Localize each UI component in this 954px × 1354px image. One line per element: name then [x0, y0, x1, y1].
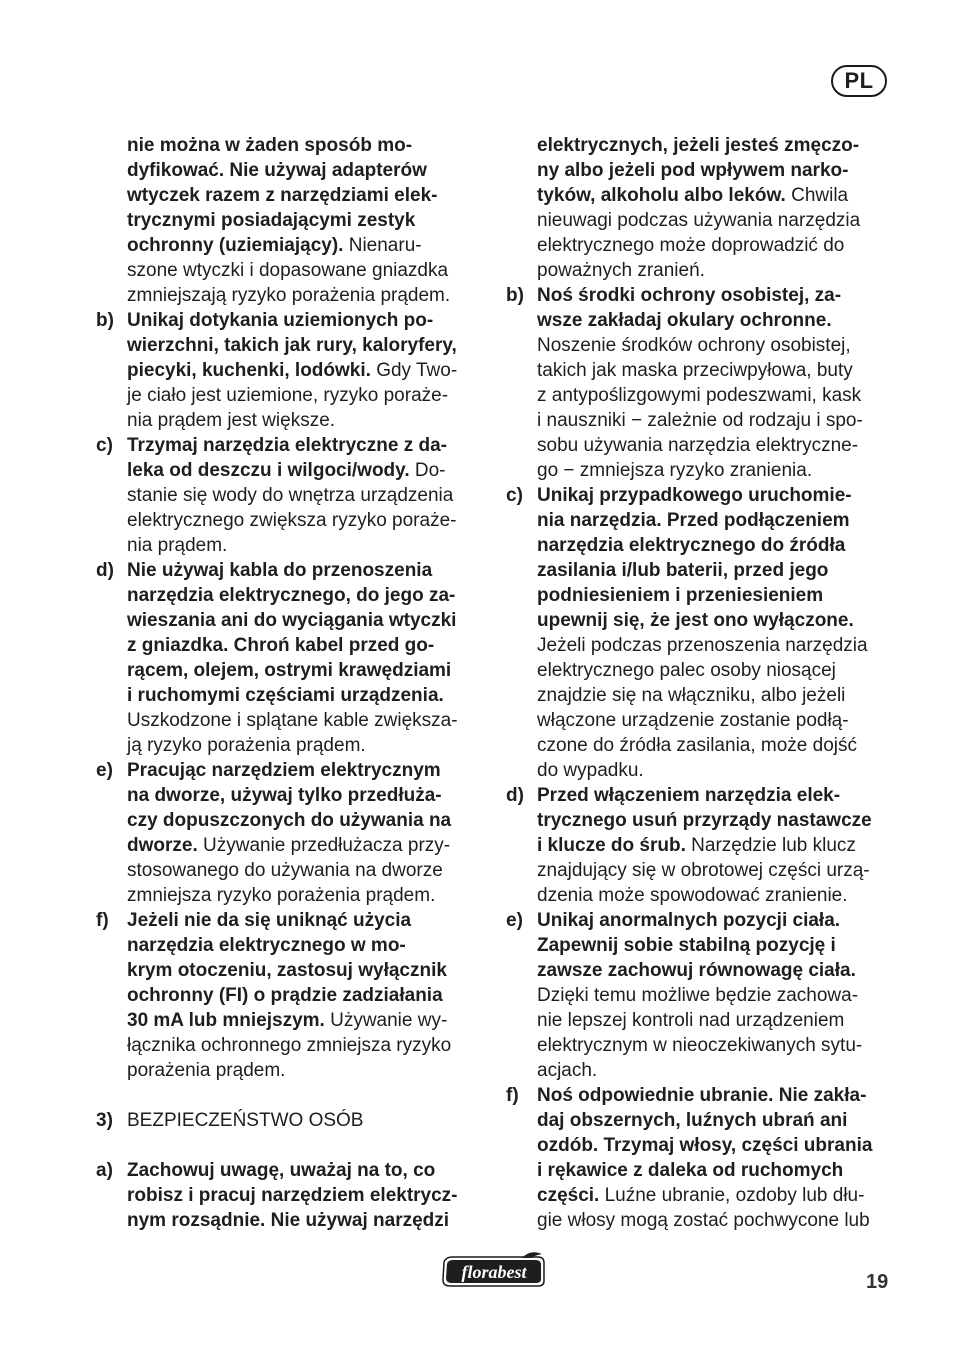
section-title: BEZPIECZEŃSTWO OSÓB	[127, 1110, 364, 1131]
body-text: Używanie wy-	[324, 1010, 448, 1031]
text-line: Zachowuj uwagę, uważaj na to, co	[127, 1160, 436, 1181]
text-line: narzędzia elektrycznego w mo-	[127, 935, 406, 956]
item-marker: d)	[506, 785, 524, 806]
florabest-logo	[438, 1252, 550, 1288]
item-marker: c)	[506, 485, 523, 506]
text-line: elektrycznego palec osoby niosącej	[537, 660, 836, 681]
body-text: Gdy Two-	[370, 360, 458, 381]
text-line: i nauszniki − zależnie od rodzaju i spo-	[537, 410, 863, 431]
text-line	[537, 1183, 898, 1208]
text-line: nia narzędzia. Przed podłączeniem	[537, 510, 850, 531]
text-line: włączone urządzenie zostanie podłą-	[537, 710, 849, 731]
text-line: zawsze zachowuj równowagę ciała.	[537, 960, 856, 981]
section-item-list	[96, 1158, 481, 1233]
text-line: je ciało jest uziemione, ryzyko poraże-	[127, 385, 449, 406]
body-text: Nienaru-	[343, 235, 422, 256]
text-line: czone do źródła zasilania, może dojść	[537, 735, 858, 756]
text-line: wtyczek razem z narzędziami elek-	[127, 185, 438, 206]
item-marker: f)	[96, 910, 109, 931]
list-item	[506, 908, 898, 1083]
text-line: trycznymi posiadającymi zestyk	[127, 210, 416, 231]
text-line: stosowanego do używania na dworze	[127, 860, 443, 881]
text-line: na dworze, używaj tylko przedłuża-	[127, 785, 442, 806]
text-line: stanie się wody do wnętrza urządzenia	[127, 485, 454, 506]
text-line: narzędzia elektrycznego do źródła	[537, 535, 846, 556]
text-line: Zapewnij sobie stabilną pozycję i	[537, 935, 836, 956]
text-line: łącznika ochronnego zmniejsza ryzyko	[127, 1035, 452, 1056]
text-line: Dzięki temu możliwe będzie zachowa-	[537, 985, 859, 1006]
list-item	[96, 1158, 481, 1233]
list-item	[96, 908, 481, 1083]
text-line: z antypoślizgowymi podeszwami, kask	[537, 385, 862, 406]
text-line: Trzymaj narzędzia elektryczne z da-	[127, 435, 447, 456]
text-line: znajdujący się w obrotowej części urzą-	[537, 860, 870, 881]
list-item	[506, 483, 898, 783]
body-text: Do-	[409, 460, 446, 481]
bold-text: części.	[537, 1185, 600, 1206]
text-line: nym rozsądnie. Nie używaj narzędzi	[127, 1210, 450, 1231]
section-number: 3)	[96, 1110, 113, 1131]
text-line: Unikaj przypadkowego uruchomie-	[537, 485, 852, 506]
list-item	[506, 1083, 898, 1233]
text-line: nia prądem.	[127, 535, 228, 556]
bold-text: piecyki, kuchenki, lodówki.	[127, 360, 371, 381]
text-line: nia prądem jest większe.	[127, 410, 336, 431]
item-marker: a)	[96, 1160, 113, 1181]
item-marker: e)	[96, 760, 113, 781]
text-line: Unikaj anormalnych pozycji ciała.	[537, 910, 841, 931]
text-line: Unikaj dotykania uziemionych po-	[127, 310, 434, 331]
body-text: Narzędzie lub klucz	[685, 835, 856, 856]
text-line: Jeżeli nie da się uniknąć użycia	[127, 910, 412, 931]
text-line: wsze zakładaj okulary ochronne.	[537, 310, 832, 331]
text-line: ją ryzyko porażenia prądem.	[127, 735, 366, 756]
bold-text: tyków, alkoholu albo leków.	[537, 185, 786, 206]
item-marker: b)	[506, 285, 524, 306]
text-line: znajdzie się na włączniku, albo jeżeli	[537, 685, 846, 706]
bold-text: 30 mA lub mniejszym.	[127, 1010, 325, 1031]
text-line	[537, 833, 898, 858]
text-line	[127, 458, 481, 483]
text-line	[127, 1008, 481, 1033]
list-item	[96, 758, 481, 908]
section-heading	[96, 1108, 481, 1133]
text-line: wieszania ani do wyciągania wtyczki	[127, 610, 457, 631]
text-line: rącem, olejem, ostrymi krawędziami	[127, 660, 452, 681]
item-marker: d)	[96, 560, 114, 581]
list-item	[96, 558, 481, 758]
text-line: poważnych zranień.	[537, 260, 705, 281]
text-line: z gniazdka. Chroń kabel przed go-	[127, 635, 435, 656]
text-line: daj obszernych, luźnych ubrań ani	[537, 1110, 848, 1131]
text-line: trycznego usuń przyrządy nastawcze	[537, 810, 872, 831]
list-item	[506, 783, 898, 908]
text-line: nieuwagi podczas używania narzędzia	[537, 210, 861, 231]
text-line	[127, 358, 481, 383]
page-number: 19	[866, 1271, 889, 1293]
list-item	[96, 433, 481, 558]
text-line: Uszkodzone i splątane kable zwiększa-	[127, 710, 458, 731]
list-item	[96, 308, 481, 433]
text-line: dyfikować. Nie używaj adapterów	[127, 160, 427, 181]
item-marker: c)	[96, 435, 113, 456]
text-line: ozdób. Trzymaj włosy, części ubrania	[537, 1135, 873, 1156]
text-line: nie lepszej kontroli nad urządzeniem	[537, 1010, 845, 1031]
text-line: elektrycznego może doprowadzić do	[537, 235, 845, 256]
text-line	[127, 233, 481, 258]
text-line: Nie używaj kabla do przenoszenia	[127, 560, 433, 581]
text-line: Noszenie środków ochrony osobistej,	[537, 335, 851, 356]
text-line: takich jak maska przeciwpyłowa, buty	[537, 360, 853, 381]
text-line	[127, 833, 481, 858]
list-item	[506, 283, 898, 483]
text-line: czy dopuszczonych do używania na	[127, 810, 452, 831]
right-column	[506, 133, 898, 1233]
text-line: elektrycznego zwiększa ryzyko poraże-	[127, 510, 457, 531]
text-line: Noś środki ochrony osobistej, za-	[537, 285, 842, 306]
body-text: Używanie przedłużacza przy-	[197, 835, 451, 856]
text-line: ny albo jeżeli pod wpływem narko-	[537, 160, 849, 181]
text-line: nie można w żaden sposób mo-	[127, 135, 413, 156]
text-line: acjach.	[537, 1060, 598, 1081]
left-column	[96, 133, 481, 1233]
text-line: robisz i pracuj narzędziem elektrycz-	[127, 1185, 458, 1206]
text-line: zasilania i/lub baterii, przed jego	[537, 560, 829, 581]
text-line: do wypadku.	[537, 760, 644, 781]
text-line: i rękawice z daleka od ruchomych	[537, 1160, 844, 1181]
text-line: ochronny (FI) o prądzie zadziałania	[127, 985, 443, 1006]
text-line: upewnij się, że jest ono wyłączone.	[537, 610, 854, 631]
text-line: porażenia prądem.	[127, 1060, 286, 1081]
text-line: go − zmniejsza ryzyko zranienia.	[537, 460, 813, 481]
text-line: Pracując narzędziem elektrycznym	[127, 760, 441, 781]
text-line: dzenia może spowodować zranienie.	[537, 885, 848, 906]
text-line: narzędzia elektrycznego, do jego za-	[127, 585, 456, 606]
text-line: Przed włączeniem narzędzia elek-	[537, 785, 841, 806]
body-text: Chwila	[785, 185, 849, 206]
text-line: wierzchni, takich jak rury, kaloryfery,	[127, 335, 457, 356]
bold-text: dworze.	[127, 835, 198, 856]
text-line: sobu używania narzędzia elektryczne-	[537, 435, 859, 456]
text-line: Jeżeli podczas przenoszenia narzędzia	[537, 635, 868, 656]
item-marker: e)	[506, 910, 523, 931]
item-list	[506, 283, 898, 1233]
text-line: zmniejszają ryzyko porażenia prądem.	[127, 285, 451, 306]
item-marker: b)	[96, 310, 114, 331]
text-line: elektrycznym w nieoczekiwanych sytu-	[537, 1035, 863, 1056]
text-line: elektrycznych, jeżeli jesteś zmęczo-	[537, 135, 860, 156]
intro-paragraph	[96, 133, 481, 308]
text-line: szone wtyczki i dopasowane gniazdka	[127, 260, 449, 281]
text-line: i ruchomymi częściami urządzenia.	[127, 685, 444, 706]
bold-text: leka od deszczu i wilgoci/wody.	[127, 460, 410, 481]
bold-text: i klucze do śrub.	[537, 835, 686, 856]
text-line: zmniejsza ryzyko porażenia prądem.	[127, 885, 436, 906]
text-line: krym otoczeniu, zastosuj wyłącznik	[127, 960, 447, 981]
text-line	[537, 183, 898, 208]
language-badge: PL	[831, 65, 887, 97]
item-marker: f)	[506, 1085, 519, 1106]
logo-text: florabest	[461, 1262, 527, 1282]
text-line: podniesieniem i przeniesieniem	[537, 585, 824, 606]
text-line: Noś odpowiednie ubranie. Nie zakła-	[537, 1085, 867, 1106]
bold-text: ochronny (uziemiający).	[127, 235, 344, 256]
text-line: gie włosy mogą zostać pochwycone lub	[537, 1210, 870, 1231]
intro-paragraph	[506, 133, 898, 283]
body-text: Luźne ubranie, ozdoby lub dłu-	[599, 1185, 865, 1206]
item-list	[96, 308, 481, 1083]
